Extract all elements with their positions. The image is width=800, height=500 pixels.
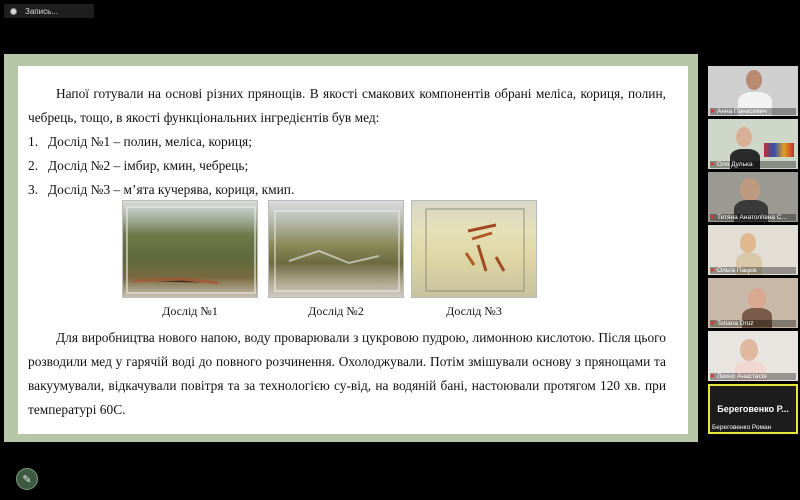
experiment-photos	[28, 200, 666, 326]
item-text: Дослід №1 – полин, меліса, кориця;	[48, 134, 252, 149]
experiment-item	[28, 130, 666, 154]
experiment-item	[28, 154, 666, 178]
participant-name: Анна Панасевич	[717, 108, 767, 115]
mic-off-icon: ✖	[710, 321, 716, 327]
item-number: 3.	[28, 182, 39, 197]
slide-process-paragraph: Для виробництва нового напою, воду проварювали з цукровою пудрою, лимонною кислотою. Після цього розводили мед у гарячій воді до повного розчинення. Охолоджували. Потім змішували основу з прянощами та вакуумували, відкачували повітря та за технологією су-від, на водяній бані, настоювали протягом 120 хв. при температурі 60С.	[28, 330, 666, 417]
photo-experiment-2	[268, 200, 404, 298]
mic-off-icon: ✖	[710, 162, 716, 168]
photo-experiment-1	[122, 200, 258, 298]
caption-experiment-3: Дослід №3	[446, 304, 502, 318]
participant-tile[interactable]	[708, 225, 798, 275]
sample-bag-1-graphic	[123, 201, 258, 298]
participant-name: Тетяна Анатоліївна С...	[717, 214, 787, 221]
pencil-icon[interactable]: ✎	[16, 468, 38, 490]
recording-indicator[interactable]	[4, 4, 94, 18]
participant-tile[interactable]	[708, 172, 798, 222]
slide-intro-paragraph: Напої готували на основі різних прянощів. В якості смакових компонентів обрані меліса, кориця, полин, чебрець, тощо, в якості функціональних інгредієнтів був мед:	[28, 86, 666, 125]
item-text: Дослід №2 – імбир, кмин, чебрець;	[48, 158, 249, 173]
participant-tile-active-speaker[interactable]	[708, 384, 798, 434]
sample-bag-2-graphic	[269, 201, 404, 298]
item-text: Дослід №3 – м’ята кучерява, кориця, кмип.	[48, 182, 295, 197]
participant-name: Tetiana Druz	[717, 320, 754, 327]
participant-tile[interactable]	[708, 66, 798, 116]
caption-experiment-2: Дослід №2	[308, 304, 364, 318]
mic-off-icon: ✖	[710, 268, 716, 274]
participant-tile[interactable]	[708, 278, 798, 328]
mic-off-icon: ✖	[710, 215, 716, 221]
participant-name: Береговенко Роман	[712, 424, 772, 431]
participant-tile[interactable]	[708, 331, 798, 381]
mic-off-icon: ✖	[710, 109, 716, 115]
presentation-slide	[18, 66, 688, 434]
record-icon	[10, 8, 17, 15]
experiment-list	[28, 130, 666, 202]
mic-off-icon: ✖	[710, 374, 716, 380]
item-number: 2.	[28, 158, 39, 173]
photo-experiment-3	[411, 200, 537, 298]
item-number: 1.	[28, 134, 39, 149]
participant-name: Оля Дулька	[717, 161, 753, 168]
participant-display-name: Береговенко Р...	[717, 404, 789, 414]
caption-experiment-1: Дослід №1	[162, 304, 218, 318]
sample-bag-3-graphic	[412, 201, 537, 298]
experiment-item	[28, 178, 666, 202]
recording-label: Запись...	[25, 6, 58, 16]
participant-tile[interactable]	[708, 119, 798, 169]
participant-name: Лахно Анастасія	[717, 373, 767, 380]
participant-name: Ольга Пацюк	[717, 267, 757, 274]
shared-screen	[4, 54, 698, 486]
